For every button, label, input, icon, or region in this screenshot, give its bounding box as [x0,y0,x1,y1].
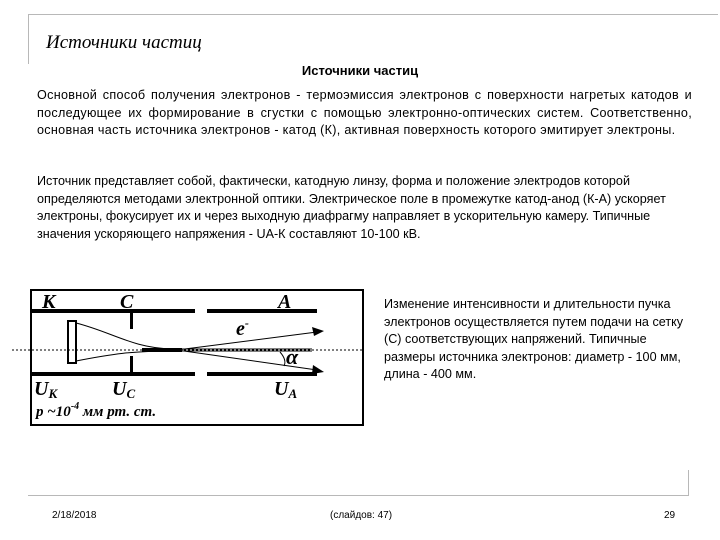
electron-ray-upper-arrowhead [312,327,324,336]
slide-title: Источники частиц [46,32,202,53]
paragraph-thermoemission: Основной способ получения электронов - термоэмиссия электронов с поверхности нагретых катодов и последующее их формирование в сгустки с помощью электронно-оптических систем. Соответственно, основная часть источника электронов - катод (К), активная поверхность которого эмитирует электроны. [37,88,692,138]
grid-electrode-bottom [130,356,133,376]
label-anode: А [278,291,292,313]
label-cathode: К [42,291,56,313]
anode-top-plate [207,309,317,313]
cathode-block [68,321,76,363]
beam-envelope [76,323,312,349]
label-ua: UА [274,378,298,401]
anode-bottom-plate [207,372,317,376]
paragraph-intensity-control: Изменение интенсивности и длительности пучка электронов осуществляется путем подачи на сетку (С) соответствующих напряжений. Типичные размеры источника электронов: диаметр - 100 мм, длина - 400 мм. [384,297,684,382]
label-pressure: p $\sim 10^{-4}$ мм рт. ст. [36,401,157,420]
frame-bottom-line [28,495,688,496]
label-electron: e- [236,316,249,340]
label-uk: UК [34,378,58,401]
slide-subtitle: Источники частиц [301,63,419,78]
footer-date: 2/18/2018 [52,510,97,521]
label-uc: UС [112,378,136,401]
label-alpha: α [286,344,299,369]
cathode-top-plate [32,309,195,313]
paragraph-cathode-lens: Источник представляет собой, фактически, катодную линзу, форма и положение электродов которой определяются методами электронной оптики. Электрическое поле в промежутке катод-анод (К-А) ускоряет электроны, фокусирует их и через выходную диафрагму направляет в ускорительную камеру. Типичные значения ускоряющего напряжения - UA-К составляют 10-100 кВ. [37,174,666,241]
footer-slide-count: (слайдов: 47) [330,510,393,521]
frame-top-line [28,14,718,15]
divergence-angle-arc [280,352,285,366]
electron-ray-lower-arrowhead [312,365,324,374]
label-grid: С [120,291,134,313]
frame-corner-tick [688,470,689,496]
frame-left-line [28,14,29,64]
electron-source-diagram [12,280,364,426]
footer-page-number: 29 [664,510,676,521]
cathode-bottom-plate [32,372,195,376]
